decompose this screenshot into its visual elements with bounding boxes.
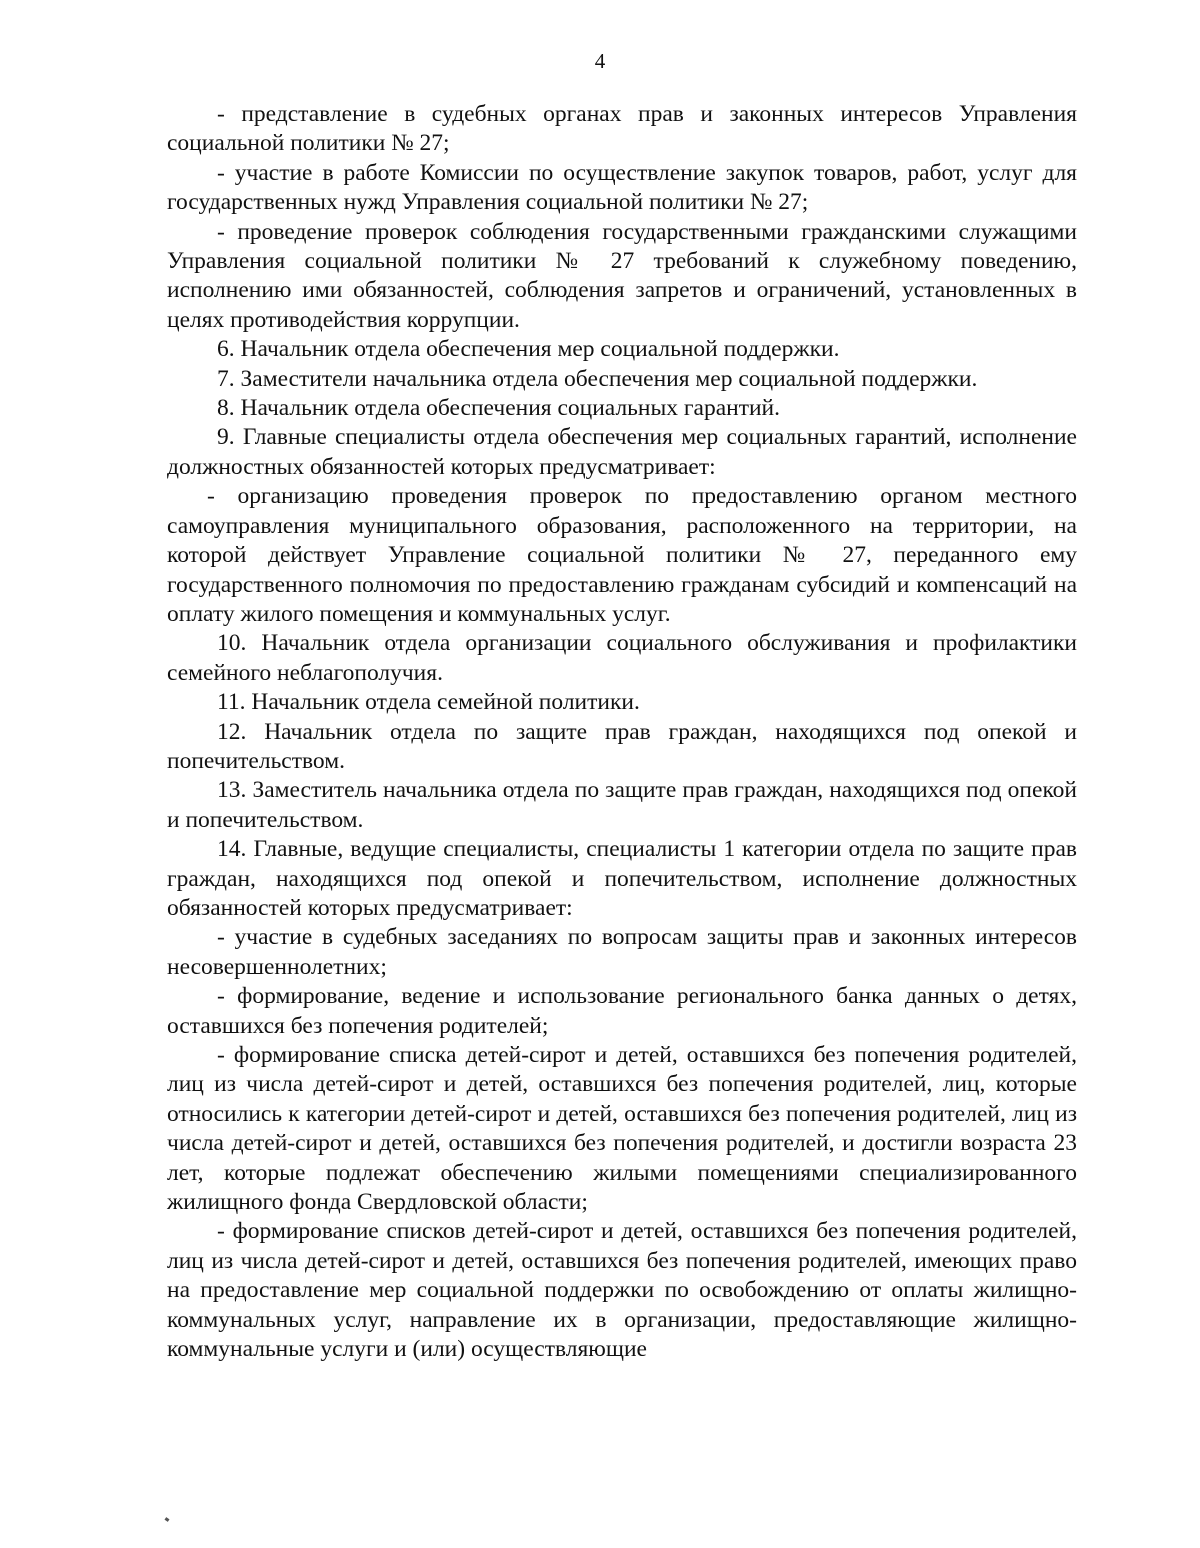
list-item-13: 13. Заместитель начальника отдела по защите прав граждан, находящихся под опекой и попечительством. — [167, 777, 1077, 833]
paragraph: - формирование, ведение и использование регионального банка данных о детях, оставшихся без попечения родителей; — [167, 983, 1077, 1039]
list-item-6: 6. Начальник отдела обеспечения мер социальной поддержки. — [217, 336, 840, 363]
list-item-14: 14. Главные, ведущие специалисты, специалисты 1 категории отдела по защите прав граждан, находящихся под опекой и попечительством, исполнение должностных обязанностей которых предусматривает: — [167, 836, 1077, 921]
list-item-11: 11. Начальник отдела семейной политики. — [217, 689, 640, 716]
list-item-8: 8. Начальник отдела обеспечения социальных гарантий. — [217, 395, 781, 422]
paragraph: - формирование списка детей-сирот и детей, оставшихся без попечения родителей, лиц из числа детей-сирот и детей, оставшихся без попечения родителей, лиц, которые относились к категории детей-сирот и детей, оставшихся без попечения родителей, лиц из числа детей-сирот и детей, оставшихся без попечения родителей, и достигли возраста 23 лет, которые подлежат обеспечению жилыми помещениями специализированного жилищного фонда Свердловской области; — [167, 1042, 1077, 1216]
paragraph: - организацию проведения проверок по предоставлению органом местного самоуправления муниципального образования, расположенного на территории, на которой действует Управление социальной политики № 27, переданного ему государственного полномочия по предоставлению гражданам субсидий и компенсаций на оплату жилого помещения и коммунальных услуг. — [167, 483, 1077, 627]
paragraph: - представление в судебных органах прав и законных интересов Управления социальной политики № 27; — [167, 101, 1077, 157]
document-body — [167, 100, 1077, 1364]
list-item-10: 10. Начальник отдела организации социального обслуживания и профилактики семейного неблагополучия. — [167, 630, 1077, 686]
paragraph: - участие в судебных заседаниях по вопросам защиты прав и законных интересов несовершеннолетних; — [167, 924, 1077, 980]
paragraph: - проведение проверок соблюдения государственными гражданскими служащими Управления социальной политики № 27 требований к служебному поведению, исполнению ими обязанностей, соблюдения запретов и ограничений, установленных в целях противодействия коррупции. — [167, 218, 1077, 333]
list-item-12: 12. Начальник отдела по защите прав граждан, находящихся под опекой и попечительством. — [167, 718, 1077, 774]
page-number: 4 — [594, 49, 606, 73]
list-item-7: 7. Заместители начальника отдела обеспечения мер социальной поддержки. — [217, 365, 978, 392]
list-item-9: 9. Главные специалисты отдела обеспечения мер социальных гарантий, исполнение должностных обязанностей которых предусматривает: — [167, 424, 1077, 480]
paragraph: - участие в работе Комиссии по осуществление закупок товаров, работ, услуг для государственных нужд Управления социальной политики № 27; — [167, 159, 1077, 216]
scan-artifact — [165, 1517, 170, 1522]
paragraph: - формирование списков детей-сирот и детей, оставшихся без попечения родителей, лиц из числа детей-сирот и детей, оставшихся без попечения родителей, имеющих право на предоставление мер социальной поддержки по освобождению от оплаты жилищно-коммунальных услуг, направление их в организации, предоставляющие жилищно-коммунальные услуги и (или) осуществляющие — [167, 1218, 1077, 1363]
